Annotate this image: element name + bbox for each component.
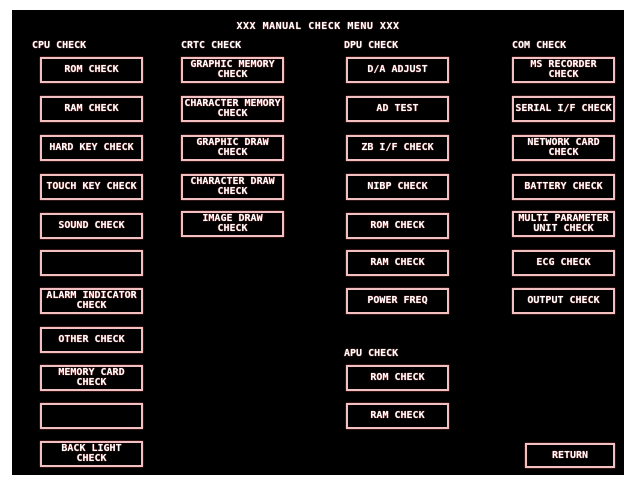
check-menu-screen (12, 10, 624, 475)
cpu-rom-check-button[interactable]: ROM CHECK (40, 57, 143, 83)
multi-parameter-unit-check-button[interactable]: MULTI PARAMETER UNIT CHECK (512, 211, 615, 237)
dpu-rom-check-button[interactable]: ROM CHECK (346, 213, 449, 239)
character-memory-check-button[interactable]: CHARACTER MEMORY CHECK (181, 96, 284, 122)
dpu-check-header: DPU CHECK (344, 40, 399, 51)
hard-key-check-button[interactable]: HARD KEY CHECK (40, 135, 143, 161)
character-draw-check-button[interactable]: CHARACTER DRAW CHECK (181, 174, 284, 200)
da-adjust-button[interactable]: D/A ADJUST (346, 57, 449, 83)
ms-recorder-check-button[interactable]: MS RECORDER CHECK (512, 57, 615, 83)
apu-rom-check-button[interactable]: ROM CHECK (346, 365, 449, 391)
alarm-indicator-check-button[interactable]: ALARM INDICATOR CHECK (40, 288, 143, 314)
touch-key-check-button[interactable]: TOUCH KEY CHECK (40, 174, 143, 200)
com-check-header: COM CHECK (512, 40, 567, 51)
graphic-draw-check-button[interactable]: GRAPHIC DRAW CHECK (181, 135, 284, 161)
cpu-ram-check-button[interactable]: RAM CHECK (40, 96, 143, 122)
ad-test-button[interactable]: AD TEST (346, 96, 449, 122)
cpu-blank-button-2[interactable] (40, 403, 143, 429)
menu-title: XXX MANUAL CHECK MENU XXX (236, 21, 400, 32)
return-button[interactable]: RETURN (525, 443, 615, 468)
image-draw-check-button[interactable]: IMAGE DRAW CHECK (181, 211, 284, 237)
cpu-blank-button-1[interactable] (40, 250, 143, 276)
output-check-button[interactable]: OUTPUT CHECK (512, 288, 615, 314)
sound-check-button[interactable]: SOUND CHECK (40, 213, 143, 239)
back-light-check-button[interactable]: BACK LIGHT CHECK (40, 441, 143, 467)
graphic-memory-check-button[interactable]: GRAPHIC MEMORY CHECK (181, 57, 284, 83)
power-freq-button[interactable]: POWER FREQ (346, 288, 449, 314)
other-check-button[interactable]: OTHER CHECK (40, 327, 143, 353)
battery-check-button[interactable]: BATTERY CHECK (512, 174, 615, 200)
network-card-check-button[interactable]: NETWORK CARD CHECK (512, 135, 615, 161)
crtc-check-header: CRTC CHECK (181, 40, 242, 51)
cpu-check-header: CPU CHECK (32, 40, 87, 51)
memory-card-check-button[interactable]: MEMORY CARD CHECK (40, 365, 143, 391)
apu-check-header: APU CHECK (344, 348, 399, 359)
apu-ram-check-button[interactable]: RAM CHECK (346, 403, 449, 429)
serial-if-check-button[interactable]: SERIAL I/F CHECK (512, 96, 615, 122)
ecg-check-button[interactable]: ECG CHECK (512, 250, 615, 276)
dpu-ram-check-button[interactable]: RAM CHECK (346, 250, 449, 276)
zb-if-check-button[interactable]: ZB I/F CHECK (346, 135, 449, 161)
nibp-check-button[interactable]: NIBP CHECK (346, 174, 449, 200)
